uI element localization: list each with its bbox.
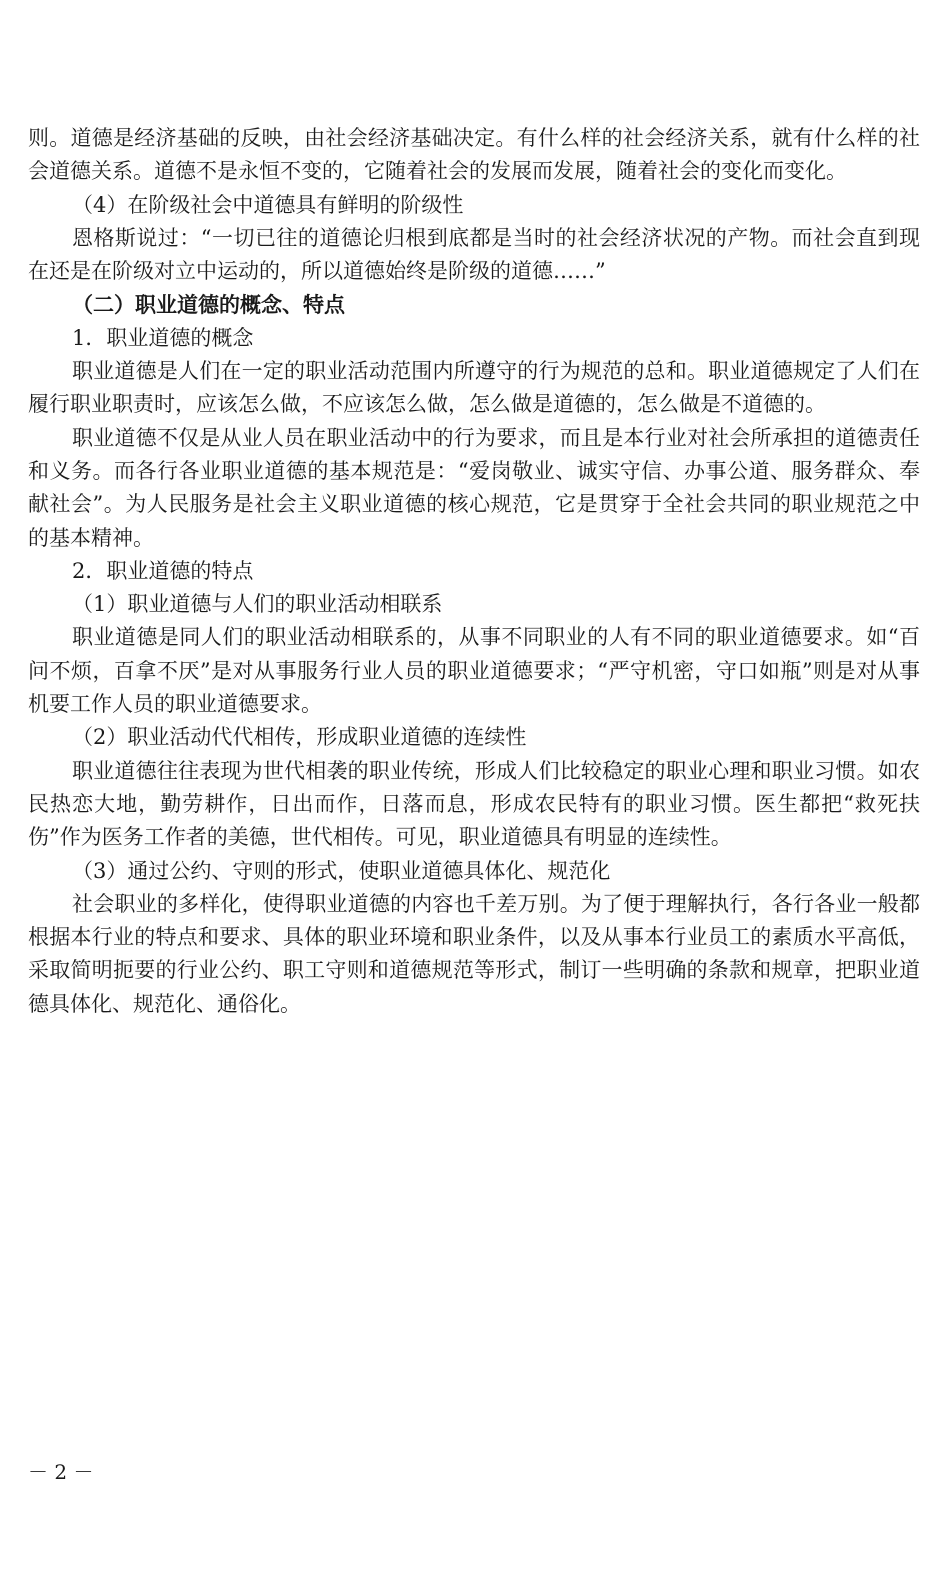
paragraph-characteristic-2: 职业道德往往表现为世代相袭的职业传统，形成人们比较稳定的职业心理和职业习惯。如农民热恋大地，勤劳耕作，日出而作，日落而息，形成农民特有的职业习惯。医生都把“救死扶伤”作为医务工作者的美德，世代相传。可见，职业道德具有明显的连续性。 [28,758,920,850]
paragraph-basic-norms: 职业道德不仅是从业人员在职业活动中的行为要求，而且是本行业对社会所承担的道德责任和义务。而各行各业职业道德的基本规范是：“爱岗敬业、诚实守信、办事公道、服务群众、奉献社会”。为人民服务是社会主义职业道德的核心规范，它是贯穿于全社会共同的职业规范之中的基本精神。 [28,425,920,550]
section-heading-professional-ethics: （二）职业道德的概念、特点 [72,292,345,318]
subheading-characteristics: 2．职业道德的特点 [72,558,254,583]
page-number: － 2 － [28,1460,94,1484]
paragraph-concept-definition: 职业道德是人们在一定的职业活动范围内所遵守的行为规范的总和。职业道德规定了人们在履行职业职责时，应该怎么做，不应该怎么做，怎么做是道德的，怎么做是不道德的。 [28,359,920,417]
document-body [28,122,920,1021]
subheading-characteristic-1: （1）职业道德与人们的职业活动相联系 [72,592,443,617]
paragraph-characteristic-1: 职业道德是同人们的职业活动相联系的，从事不同职业的人有不同的职业道德要求。如“百问不烦，百拿不厌”是对从事服务行业人员的职业道德要求；“严守机密，守口如瓶”则是对从事机要工作人员的职业道德要求。 [28,625,920,717]
subheading-characteristic-3: （3）通过公约、守则的形式，使职业道德具体化、规范化 [72,858,611,883]
paragraph-characteristic-3: 社会职业的多样化，使得职业道德的内容也千差万别。为了便于理解执行，各行各业一般都根据本行业的特点和要求、具体的职业环境和职业条件，以及从事本行业员工的素质水平高低，采取简明扼要的行业公约、职工守则和道德规范等形式，制订一些明确的条款和规章，把职业道德具体化、规范化、通俗化。 [28,891,920,1016]
subheading-class-nature: （4）在阶级社会中道德具有鲜明的阶级性 [72,192,464,217]
subheading-concept: 1．职业道德的概念 [72,325,254,350]
paragraph-continuation: 则。道德是经济基础的反映，由社会经济基础决定。有什么样的社会经济关系，就有什么样的社会道德关系。道德不是永恒不变的，它随着社会的发展而发展，随着社会的变化而变化。 [28,126,920,184]
paragraph-engels-quote: 恩格斯说过：“一切已往的道德论归根到底都是当时的社会经济状况的产物。而社会直到现在还是在阶级对立中运动的，所以道德始终是阶级的道德……” [28,225,920,284]
subheading-characteristic-2: （2）职业活动代代相传，形成职业道德的连续性 [72,725,527,750]
